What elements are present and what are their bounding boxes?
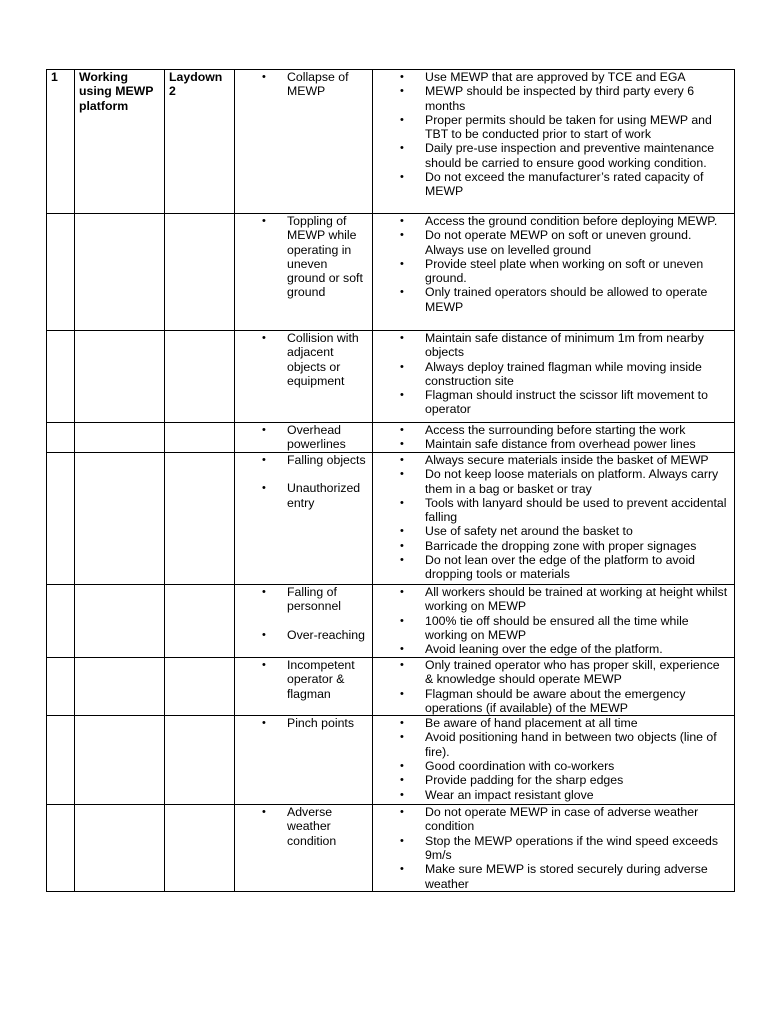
table-row [47, 716, 735, 805]
item-number-cell [47, 716, 75, 805]
control-measures-cell [373, 331, 735, 423]
activity-cell [75, 423, 165, 453]
hazard-list [239, 585, 368, 642]
control-measure-item: • All workers should be trained at working at height whilst working on MEWP [425, 585, 730, 614]
control-measure-item: • Provide steel plate when working on soft or uneven ground. [425, 257, 730, 286]
hazard-list [239, 453, 368, 510]
table-row [47, 585, 735, 658]
hazard-item: • Collapse of MEWP [287, 70, 368, 99]
table-row [47, 805, 735, 892]
control-measure-item: • Use of safety net around the basket to [425, 524, 730, 538]
location-cell [165, 805, 235, 892]
control-measure-item: • Wear an impact resistant glove [425, 788, 730, 802]
control-measure-item: • MEWP should be inspected by third party every 6 months [425, 84, 730, 113]
table-row [47, 214, 735, 331]
control-measure-item: • Stop the MEWP operations if the wind speed exceeds 9m/s [425, 834, 730, 863]
control-measure-item: • Maintain safe distance of minimum 1m from nearby objects [425, 331, 730, 360]
control-measure-item: • Good coordination with co-workers [425, 759, 730, 773]
control-measure-item: • Only trained operators should be allowed to operate MEWP [425, 285, 730, 314]
control-measure-item: • Be aware of hand placement at all time [425, 716, 730, 730]
control-measure-item: • Make sure MEWP is stored securely during adverse weather [425, 862, 730, 891]
hazard-cell [235, 805, 373, 892]
hazard-list [239, 805, 368, 848]
location-cell [165, 214, 235, 331]
control-measures-list [377, 214, 730, 314]
control-measure-item: • Maintain safe distance from overhead power lines [425, 437, 730, 451]
control-measure-item: • Access the surrounding before starting the work [425, 423, 730, 437]
control-measure-item: • 100% tie off should be ensured all the time while working on MEWP [425, 614, 730, 643]
control-measure-item: • Barricade the dropping zone with proper signages [425, 539, 730, 553]
item-number-cell [47, 423, 75, 453]
control-measures-cell [373, 716, 735, 805]
hazard-item: • Overhead powerlines [287, 423, 368, 452]
control-measure-item: • Flagman should be aware about the emergency operations (if available) of the MEWP [425, 687, 730, 716]
control-measure-item: • Do not lean over the edge of the platform to avoid dropping tools or materials [425, 553, 730, 582]
hazard-list [239, 716, 368, 730]
hazard-list [239, 214, 368, 300]
location-cell [165, 423, 235, 453]
control-measure-item: • Avoid positioning hand in between two objects (line of fire). [425, 730, 730, 759]
control-measure-item: • Do not operate MEWP in case of adverse weather condition [425, 805, 730, 834]
control-measures-list [377, 716, 730, 802]
hazard-item: • Adverse weather condition [287, 805, 368, 848]
hazard-cell [235, 453, 373, 585]
hazard-item: • Pinch points [287, 716, 368, 730]
control-measure-item: • Avoid leaning over the edge of the platform. [425, 642, 730, 656]
item-number-cell [47, 453, 75, 585]
control-measure-item: • Do not exceed the manufacturer’s rated capacity of MEWP [425, 170, 730, 199]
control-measure-item: • Daily pre-use inspection and preventive maintenance should be carried to ensure good working condition. [425, 141, 730, 170]
location-cell [165, 658, 235, 716]
table-row [47, 423, 735, 453]
item-number-cell [47, 658, 75, 716]
control-measure-item: • Do not keep loose materials on platform. Always carry them in a bag or basket or tray [425, 467, 730, 496]
hazard-list [239, 423, 368, 452]
hazard-item: • Collision with adjacent objects or equipment [287, 331, 368, 388]
control-measure-item: • Tools with lanyard should be used to prevent accidental falling [425, 496, 730, 525]
hazard-cell [235, 331, 373, 423]
hazard-cell [235, 716, 373, 805]
control-measures-cell [373, 658, 735, 716]
control-measures-list [377, 453, 730, 582]
location-cell [165, 331, 235, 423]
hazard-cell [235, 658, 373, 716]
control-measures-cell [373, 423, 735, 453]
hazard-list [239, 658, 368, 701]
hazard-cell [235, 70, 373, 214]
activity-cell [75, 658, 165, 716]
location-cell [165, 716, 235, 805]
control-measure-item: • Do not operate MEWP on soft or uneven ground. Always use on levelled ground [425, 228, 730, 257]
item-number-cell [47, 331, 75, 423]
hazard-item: • Falling objects [287, 453, 368, 467]
control-measure-item: • Provide padding for the sharp edges [425, 773, 730, 787]
control-measures-list [377, 658, 730, 715]
activity-cell [75, 716, 165, 805]
control-measure-item: • Use MEWP that are approved by TCE and EGA [425, 70, 730, 84]
activity-cell [75, 331, 165, 423]
control-measure-item: • Only trained operator who has proper skill, experience & knowledge should operate MEWP [425, 658, 730, 687]
hazard-cell [235, 585, 373, 658]
item-number-cell [47, 214, 75, 331]
activity-cell [75, 453, 165, 585]
table-row [47, 658, 735, 716]
hazard-item: • Unauthorized entry [287, 481, 368, 510]
control-measures-cell [373, 585, 735, 658]
control-measures-list [377, 805, 730, 891]
control-measures-list [377, 423, 730, 452]
item-number-cell [47, 585, 75, 658]
item-number-cell: 1 [47, 70, 75, 214]
table-row [47, 453, 735, 585]
activity-cell: Working using MEWP platform [75, 70, 165, 214]
control-measures-list [377, 585, 730, 656]
hazard-item: • Falling of personnel [287, 585, 368, 614]
hazard-item: • Over-reaching [287, 628, 368, 642]
location-cell [165, 585, 235, 658]
hazard-item: • Toppling of MEWP while operating in uneven ground or soft ground [287, 214, 368, 300]
location-cell [165, 453, 235, 585]
control-measures-cell [373, 214, 735, 331]
table-row [47, 331, 735, 423]
control-measure-item: • Always deploy trained flagman while moving inside construction site [425, 360, 730, 389]
control-measure-item: • Access the ground condition before deploying MEWP. [425, 214, 730, 228]
hazard-list [239, 331, 368, 388]
control-measures-cell [373, 805, 735, 892]
location-cell: Laydown 2 [165, 70, 235, 214]
control-measures-cell [373, 453, 735, 585]
control-measure-item: • Always secure materials inside the basket of MEWP [425, 453, 730, 467]
control-measure-item: • Flagman should instruct the scissor lift movement to operator [425, 388, 730, 417]
control-measures-cell [373, 70, 735, 214]
risk-assessment-table [46, 69, 735, 892]
item-number-cell [47, 805, 75, 892]
hazard-cell [235, 214, 373, 331]
table-row [47, 70, 735, 214]
activity-cell [75, 585, 165, 658]
control-measures-list [377, 70, 730, 199]
control-measures-list [377, 331, 730, 417]
hazard-cell [235, 423, 373, 453]
hazard-item: • Incompetent operator & flagman [287, 658, 368, 701]
hazard-list [239, 70, 368, 99]
activity-cell [75, 214, 165, 331]
control-measure-item: • Proper permits should be taken for using MEWP and TBT to be conducted prior to start of work [425, 113, 730, 142]
activity-cell [75, 805, 165, 892]
